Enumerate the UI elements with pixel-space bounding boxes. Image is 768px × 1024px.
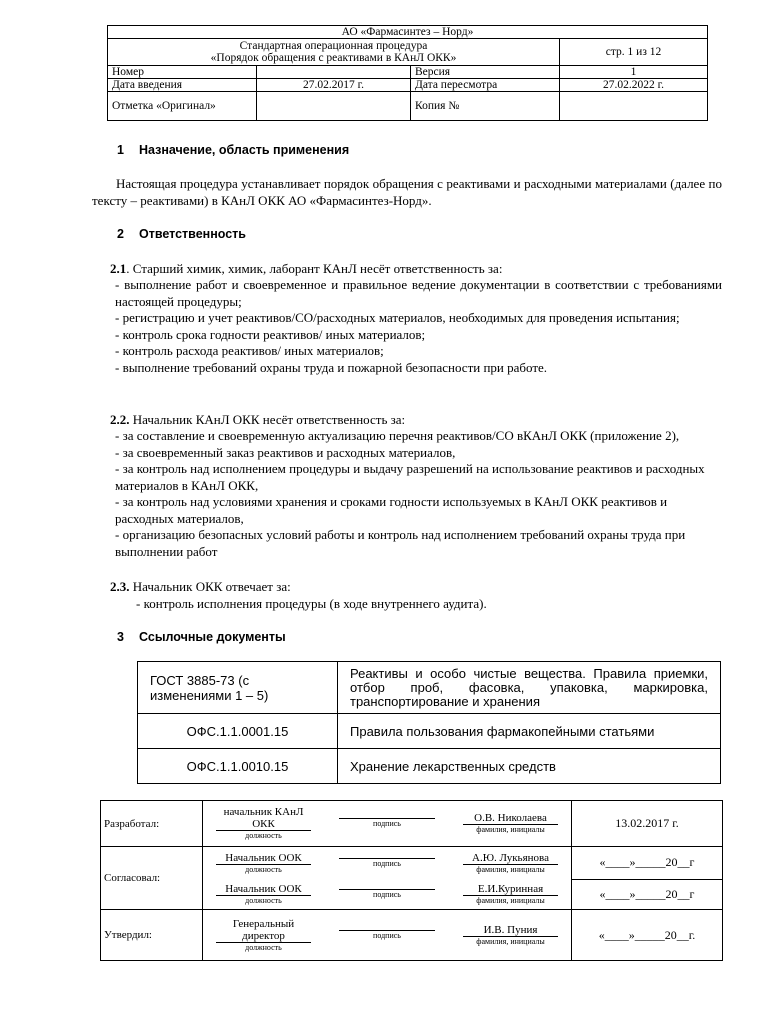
section-2-2-number: 2.2.	[110, 412, 130, 427]
document-header-table	[107, 25, 708, 121]
signature-caption: подпись	[339, 889, 435, 900]
section-2-1-intro	[110, 261, 502, 277]
agreed1-position-cell	[203, 847, 325, 880]
developed-date: 13.02.2017 г.	[572, 801, 723, 847]
section-2-number: 2	[117, 227, 124, 241]
list-item: - за контроль над условиями хранения и сроками годности используемых в КАнЛ ОКК реактивов и расходных материалов,	[115, 494, 668, 526]
agreed1-position: Начальник ООК	[225, 851, 302, 864]
section-1-number: 1	[117, 143, 124, 157]
intro-date-label: Дата введения	[108, 79, 257, 92]
table-row	[138, 749, 721, 784]
section-3-title: Ссылочные документы	[139, 630, 286, 644]
developed-name-cell	[450, 801, 572, 847]
table-row	[101, 847, 723, 880]
name-caption: фамилия, инициалы	[463, 824, 558, 835]
developed-label: Разработал:	[101, 801, 203, 847]
section-3-heading	[117, 630, 286, 644]
table-row	[101, 801, 723, 847]
agreed1-date: «____»_____20__г	[572, 847, 723, 880]
page-info: стр. 1 из 12	[560, 39, 708, 66]
section-2-2-intro	[110, 412, 405, 428]
signature-caption: подпись	[339, 858, 435, 869]
position-caption: должность	[216, 830, 311, 841]
section-2-1-list	[115, 277, 722, 376]
section-1-heading	[117, 143, 349, 157]
name-caption: фамилия, инициалы	[463, 864, 558, 875]
approved-label: Утвердил:	[101, 910, 203, 961]
original-mark-label: Отметка «Оригинал»	[108, 92, 257, 121]
list-item: - за составление и своевременную актуализацию перечня реактивов/СО вКАнЛ ОКК (приложение 2),	[115, 428, 680, 443]
reference-desc: Правила пользования фармакопейными статьями	[338, 714, 721, 749]
list-item: - контроль срока годности реактивов/ иных материалов;	[115, 326, 426, 342]
section-2-3-item: - контроль исполнения процедуры (в ходе внутреннего аудита).	[136, 596, 487, 611]
section-2-3-number: 2.3.	[110, 579, 130, 594]
company-name: АО «Фармасинтез – Норд»	[108, 26, 708, 39]
number-label: Номер	[108, 66, 257, 79]
developed-signature-cell	[324, 801, 450, 847]
copy-label: Копия №	[411, 92, 560, 121]
approved-name-cell	[450, 910, 572, 961]
section-2-2-intro-text: Начальник КАнЛ ОКК несёт ответственность за:	[129, 412, 406, 427]
agreed2-name: Е.И.Куринная	[477, 882, 544, 895]
agreed1-name-cell	[450, 847, 572, 880]
developed-name: О.В. Николаева	[474, 812, 547, 824]
intro-date-value: 27.02.2017 г.	[257, 79, 411, 92]
position-caption: должность	[216, 942, 311, 953]
sop-title-line2: «Порядок обращения с реактивами в КАнЛ ОКК»	[210, 52, 457, 64]
agreed1-name: А.Ю. Лукьянова	[472, 851, 549, 864]
list-item: - за своевременный заказ реактивов и расходных материалов,	[115, 444, 456, 460]
review-date-label: Дата пересмотра	[411, 79, 560, 92]
table-row	[138, 714, 721, 749]
approved-signature-cell	[324, 910, 450, 961]
version-value: 1	[560, 66, 708, 79]
references-table	[137, 661, 721, 784]
list-item: - выполнение требований охраны труда и пожарной безопасности при работе.	[115, 359, 548, 375]
original-mark-value	[257, 92, 411, 121]
reference-doc: ОФС.1.1.0001.15	[138, 714, 338, 749]
section-2-title: Ответственность	[139, 227, 246, 241]
section-1-title: Назначение, область применения	[139, 143, 350, 157]
agreed2-position-cell	[203, 879, 325, 910]
developed-position: начальник КАнЛ ОКК	[223, 806, 304, 830]
signature-caption: подпись	[339, 818, 435, 829]
name-caption: фамилия, инициалы	[463, 936, 558, 947]
signature-table	[100, 800, 723, 961]
agreed2-date: «____»_____20__г	[572, 879, 723, 910]
section-3-number: 3	[117, 630, 124, 644]
list-item: - за контроль над исполнением процедуры и выдачу разрешений на использование реактивов и расходных материалов в КАнЛ ОКК,	[115, 461, 705, 493]
agreed2-signature-cell	[324, 879, 450, 910]
list-item: - контроль расхода реактивов/ иных материалов;	[115, 343, 384, 358]
reference-doc: ОФС.1.1.0010.15	[138, 749, 338, 784]
signature-caption: подпись	[339, 930, 435, 941]
reference-desc: Реактивы и особо чистые вещества. Правила приемки, отбор проб, фасовка, упаковка, маркировка, транспортирование и хранения	[338, 662, 721, 714]
sop-title	[108, 39, 560, 66]
reference-desc: Хранение лекарственных средств	[338, 749, 721, 784]
section-2-3-intro	[110, 579, 291, 595]
approved-position-cell	[203, 910, 325, 961]
approved-position: Генеральный директор	[232, 917, 295, 942]
copy-value	[560, 92, 708, 121]
agreed2-name-cell	[450, 879, 572, 910]
reference-doc: ГОСТ 3885-73 (с изменениями 1 – 5)	[138, 662, 338, 714]
list-item: - регистрацию и учет реактивов/СО/расходных материалов, необходимых для проведения испытания;	[115, 310, 680, 325]
section-2-1-number: 2.1	[110, 261, 127, 276]
section-1-text: Настоящая процедура устанавливает порядок обращения с реактивами и расходными материалами (далее по тексту – реактивами) в КАнЛ ОКК АО «Фармасинтез-Норд».	[92, 176, 722, 208]
list-item: - организацию безопасных условий работы и контроль над исполнением требований охраны труда при выполнении работ	[115, 527, 686, 559]
agreed1-signature-cell	[324, 847, 450, 880]
name-caption: фамилия, инициалы	[463, 895, 558, 906]
table-row	[138, 662, 721, 714]
approved-name: И.В. Пуния	[483, 923, 538, 936]
agreed2-position: Начальник ООК	[225, 882, 302, 895]
version-label: Версия	[411, 66, 560, 79]
table-row	[101, 910, 723, 961]
agreed-label: Согласовал:	[101, 847, 203, 910]
position-caption: должность	[216, 864, 311, 875]
sop-title-line1: Стандартная операционная процедура	[239, 40, 428, 52]
approved-date: «____»_____20__г.	[572, 910, 723, 961]
review-date-value: 27.02.2022 г.	[560, 79, 708, 92]
section-2-1-intro-text: . Старший химик, химик, лаборант КАнЛ несёт ответственность за:	[126, 261, 503, 276]
list-item: - выполнение работ и своевременное и правильное ведение документации в соответствии с требованиями настоящей процедуры;	[115, 277, 722, 309]
section-2-3-intro-text: Начальник ОКК отвечает за:	[129, 579, 291, 594]
position-caption: должность	[216, 895, 311, 906]
section-2-heading	[117, 227, 246, 241]
section-2-2-list	[115, 428, 715, 560]
developed-position-cell	[203, 801, 325, 847]
number-value	[257, 66, 411, 79]
